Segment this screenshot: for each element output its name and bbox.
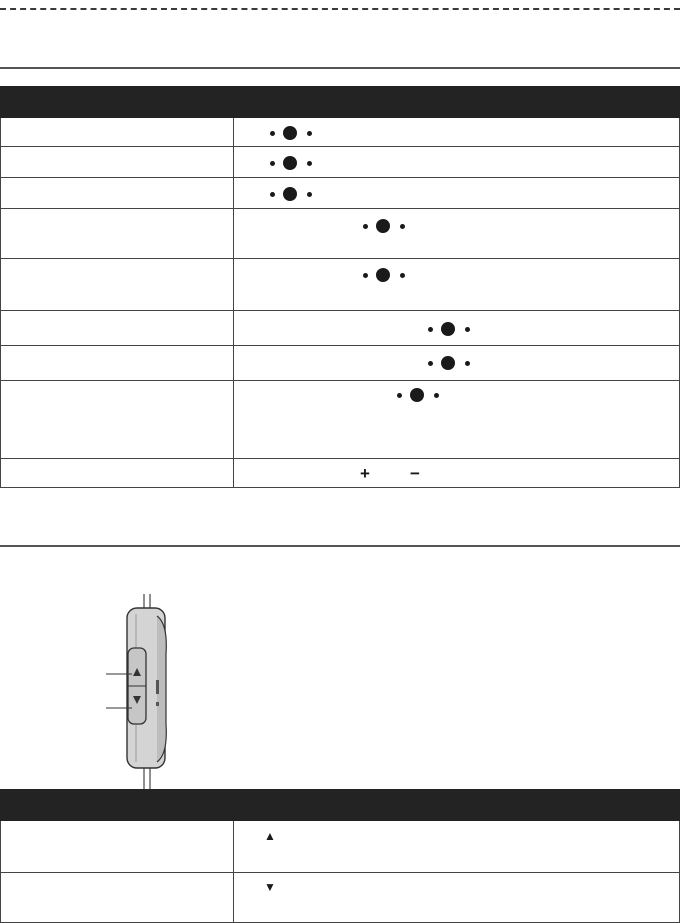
function-cell xyxy=(1,346,234,381)
action-cell xyxy=(234,821,680,873)
triangle-down-icon: ▼ xyxy=(264,880,276,894)
function-cell xyxy=(1,821,234,873)
action-cell xyxy=(234,118,680,147)
table-header-row xyxy=(1,87,680,118)
function-cell xyxy=(1,311,234,346)
function-cell xyxy=(1,459,234,488)
table-row xyxy=(1,209,680,259)
table-row xyxy=(1,873,680,923)
section-rule-top xyxy=(0,67,680,69)
action-cell xyxy=(234,381,680,459)
table-row xyxy=(1,147,680,178)
action-cell xyxy=(234,459,680,488)
function-cell xyxy=(1,873,234,923)
multi-function-button-icon xyxy=(397,388,439,402)
header-cell-function xyxy=(1,790,234,821)
plus-icon: + xyxy=(360,464,370,483)
triangle-up-icon: ▲ xyxy=(264,829,276,843)
function-cell xyxy=(1,178,234,209)
controls-table xyxy=(0,86,680,488)
function-cell xyxy=(1,381,234,459)
action-cell xyxy=(234,346,680,381)
table-header-row xyxy=(1,790,680,821)
table-row xyxy=(1,821,680,873)
action-cell xyxy=(234,147,680,178)
action-cell xyxy=(234,259,680,311)
action-cell xyxy=(234,209,680,259)
function-cell xyxy=(1,147,234,178)
multi-function-button-icon xyxy=(363,268,405,282)
function-cell xyxy=(1,209,234,259)
function-cell xyxy=(1,118,234,147)
header-cell-action xyxy=(234,87,680,118)
action-cell xyxy=(234,311,680,346)
table-row xyxy=(1,381,680,459)
table-row xyxy=(1,459,680,488)
table-row xyxy=(1,178,680,209)
header-cell-action xyxy=(234,790,680,821)
minus-icon: − xyxy=(410,464,420,483)
table-row xyxy=(1,311,680,346)
action-cell xyxy=(234,178,680,209)
page-top-dashed-rule xyxy=(0,8,680,10)
inline-remote-icon xyxy=(96,594,176,790)
header-cell-function xyxy=(1,87,234,118)
table-row xyxy=(1,346,680,381)
multi-function-button-icon xyxy=(270,156,312,170)
volume-table xyxy=(0,789,680,923)
section-rule-middle xyxy=(0,545,680,547)
action-cell xyxy=(234,873,680,923)
multi-function-button-icon xyxy=(363,219,405,233)
multi-function-button-icon xyxy=(428,356,470,370)
table-row xyxy=(1,259,680,311)
table-row xyxy=(1,118,680,147)
multi-function-button-icon xyxy=(270,126,312,140)
multi-function-button-icon xyxy=(270,187,312,201)
function-cell xyxy=(1,259,234,311)
multi-function-button-icon xyxy=(428,322,470,336)
